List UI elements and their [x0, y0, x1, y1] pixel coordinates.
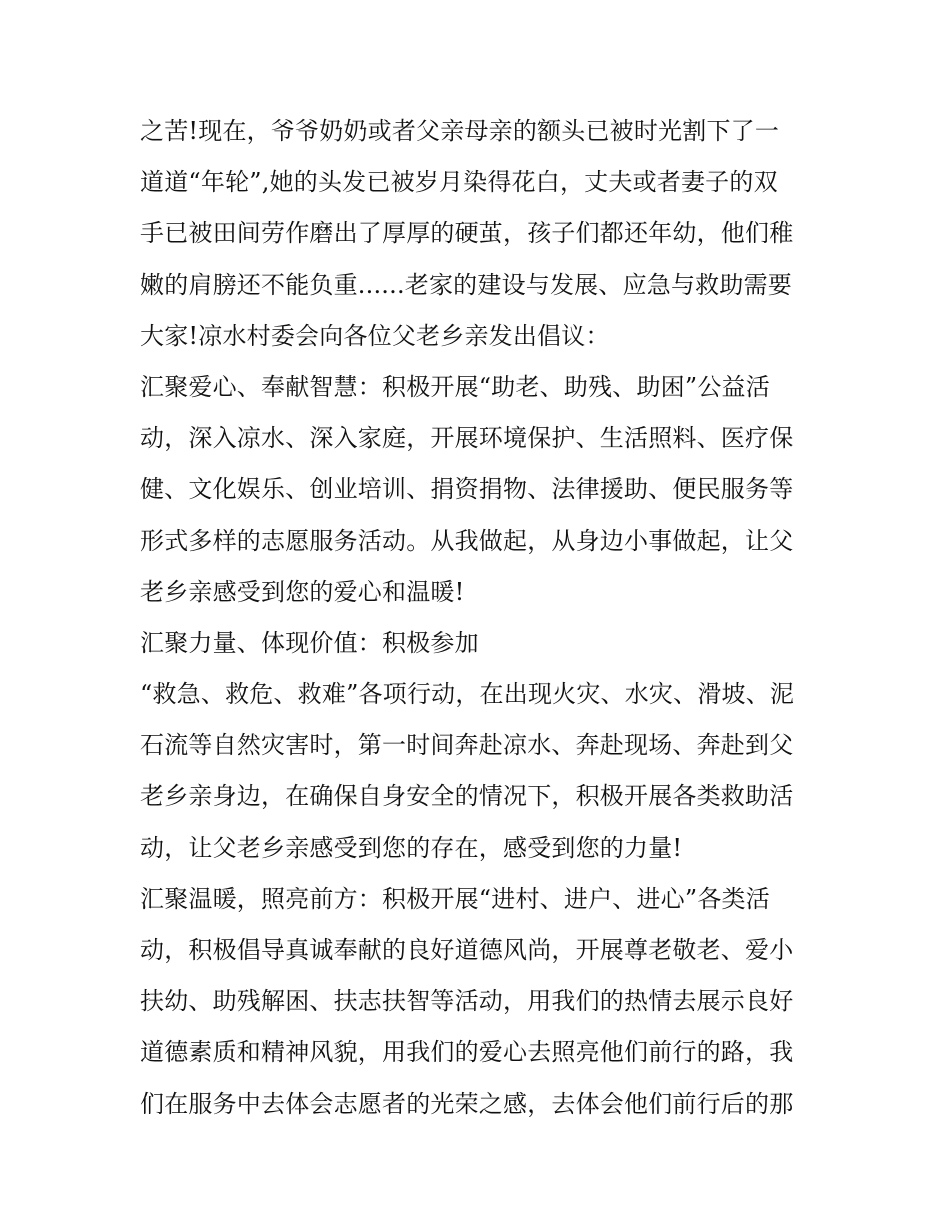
text-line: 道道“年轮”,她的头发已被岁月染得花白，丈夫或者妻子的双 [140, 168, 778, 197]
text-line: “救急、救危、救难”各项行动，在出现火灾、水灾、滑坡、泥 [140, 680, 795, 709]
text-line: 动，让父老乡亲感受到您的存在，感受到您的力量! [140, 833, 683, 862]
text-line: 健、文化娱乐、创业培训、捐资捐物、法律援助、便民服务等 [140, 475, 794, 504]
text-line: 手已被田间劳作磨出了厚厚的硬茧，孩子们都还年幼，他们稚 [140, 219, 794, 248]
text-line: 汇聚力量、体现价值：积极参加 [140, 628, 479, 657]
text-line: 动，深入凉水、深入家庭，开展环境保护、生活照料、医疗保 [140, 424, 794, 453]
text-line: 扶幼、助残解困、扶志扶智等活动，用我们的热情去展示良好 [140, 987, 794, 1016]
text-line: 汇聚温暖，照亮前方：积极开展“进村、进户、进心”各类活 [140, 884, 770, 913]
body-text [140, 106, 820, 1130]
text-line: 形式多样的志愿服务活动。从我做起，从身边小事做起，让父 [140, 526, 794, 555]
text-line: 大家!凉水村委会向各位父老乡亲发出倡议： [140, 321, 610, 350]
text-line: 老乡亲身边，在确保自身安全的情况下，积极开展各类救助活 [140, 782, 794, 811]
text-line: 石流等自然灾害时，第一时间奔赴凉水、奔赴现场、奔赴到父 [140, 731, 794, 760]
text-line: 汇聚爱心、奉献智慧：积极开展“助老、助残、助困”公益活 [140, 372, 770, 401]
text-line: 老乡亲感受到您的爱心和温暖! [140, 577, 465, 606]
text-line: 道德素质和精神风貌，用我们的爱心去照亮他们前行的路，我 [140, 1038, 794, 1067]
text-line: 们在服务中去体会志愿者的光荣之感，去体会他们前行后的那 [140, 1089, 794, 1118]
text-line: 动，积极倡导真诚奉献的良好道德风尚，开展尊老敬老、爱小 [140, 936, 794, 964]
text-line: 嫩的肩膀还不能负重......老家的建设与发展、应急与救助需要 [140, 270, 792, 299]
text-line: 之苦!现在，爷爷奶奶或者父亲母亲的额头已被时光割下了一 [140, 117, 780, 145]
